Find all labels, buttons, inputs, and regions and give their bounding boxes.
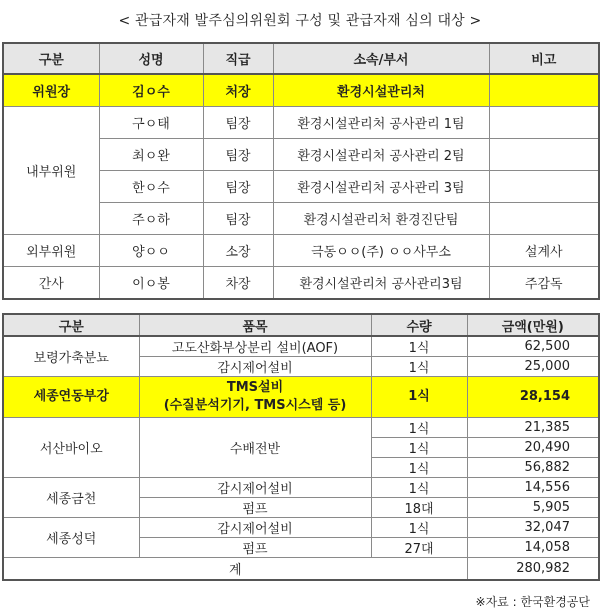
group-cell: 외부위원 [3,235,99,267]
amount-cell: 14,556 [467,478,599,498]
group-cell: 위원장 [3,74,99,107]
dept-cell: 환경시설관리처 [273,74,489,107]
dept-cell: 환경시설관리처 환경진단팀 [273,203,489,235]
table-row [3,418,599,438]
amount-cell: 32,047 [467,518,599,538]
qty-cell: 1식 [371,518,467,538]
item-cell: 감시제어설비 [139,518,371,538]
rank-cell: 차장 [203,267,273,300]
note-cell [489,107,599,139]
table-row [3,518,599,538]
qty-cell: 1식 [371,438,467,458]
table-row [3,74,599,107]
header-rank: 직급 [203,43,273,74]
amount-cell: 20,490 [467,438,599,458]
table-row [3,107,599,139]
name-cell: 주ㅇ하 [99,203,203,235]
dept-cell: 환경시설관리처 공사관리 2팀 [273,139,489,171]
table-row [3,267,599,300]
header-group: 구분 [3,314,139,336]
table-row [3,377,599,418]
dept-cell: 환경시설관리처 공사관리 1팀 [273,107,489,139]
note-cell [489,74,599,107]
group-cell: 내부위원 [3,107,99,235]
group-cell: 세종금천 [3,478,139,518]
rank-cell: 팀장 [203,139,273,171]
item-cell: 고도산화부상분리 설비(AOF) [139,336,371,357]
group-cell: 세종성덕 [3,518,139,558]
rank-cell: 팀장 [203,203,273,235]
name-cell: 이ㅇ봉 [99,267,203,300]
group-cell: 보령가축분뇨 [3,336,139,377]
name-cell: 양ㅇㅇ [99,235,203,267]
qty-cell: 18대 [371,498,467,518]
rank-cell: 소장 [203,235,273,267]
header-note: 비고 [489,43,599,74]
dept-cell: 극동ㅇㅇ(주) ㅇㅇ사무소 [273,235,489,267]
table-row [3,478,599,498]
header-name: 성명 [99,43,203,74]
note-cell: 주감독 [489,267,599,300]
item-cell: 펌프 [139,498,371,518]
materials-header-row [3,314,599,336]
item-cell: 수배전반 [139,418,371,478]
dept-cell: 환경시설관리처 공사관리 3팀 [273,171,489,203]
committee-table [2,42,600,300]
page-title: < 관급자재 발주심의위원회 구성 및 관급자재 심의 대상 > [118,13,482,29]
name-cell: 구ㅇ태 [99,107,203,139]
note-cell [489,139,599,171]
qty-cell: 1식 [371,418,467,438]
total-row [3,558,599,581]
amount-cell: 5,905 [467,498,599,518]
table-row [3,235,599,267]
item-cell: 감시제어설비 [139,357,371,377]
note-cell [489,203,599,235]
materials-table [2,313,600,581]
total-amount: 280,982 [467,558,599,581]
name-cell: 김ㅇ수 [99,74,203,107]
header-group: 구분 [3,43,99,74]
qty-cell: 1식 [371,458,467,478]
amount-cell: 62,500 [467,336,599,357]
committee-header-row [3,43,599,74]
name-cell: 최ㅇ완 [99,139,203,171]
total-label: 계 [3,558,467,581]
name-cell: 한ㅇ수 [99,171,203,203]
rank-cell: 팀장 [203,171,273,203]
qty-cell: 1식 [371,357,467,377]
rank-cell: 팀장 [203,107,273,139]
table-row [3,336,599,357]
qty-cell: 1식 [371,336,467,357]
header-qty: 수량 [371,314,467,336]
amount-cell: 28,154 [467,377,599,418]
rank-cell: 처장 [203,74,273,107]
group-cell: 간사 [3,267,99,300]
amount-cell: 14,058 [467,538,599,558]
group-cell: 서산바이오 [3,418,139,478]
item-cell: 펌프 [139,538,371,558]
amount-cell: 25,000 [467,357,599,377]
note-cell: 설계사 [489,235,599,267]
header-amount: 금액(만원) [467,314,599,336]
qty-cell: 1식 [371,377,467,418]
item-cell: TMS설비 (수질분석기기, TMS시스템 등) [139,377,371,418]
dept-cell: 환경시설관리처 공사관리3팀 [273,267,489,300]
amount-cell: 56,882 [467,458,599,478]
group-cell: 세종연동부강 [3,377,139,418]
qty-cell: 27대 [371,538,467,558]
qty-cell: 1식 [371,478,467,498]
amount-cell: 21,385 [467,418,599,438]
header-dept: 소속/부서 [273,43,489,74]
header-item: 품목 [139,314,371,336]
item-cell: 감시제어설비 [139,478,371,498]
source-note: ※자료 : 한국환경공단 [475,595,590,609]
note-cell [489,171,599,203]
